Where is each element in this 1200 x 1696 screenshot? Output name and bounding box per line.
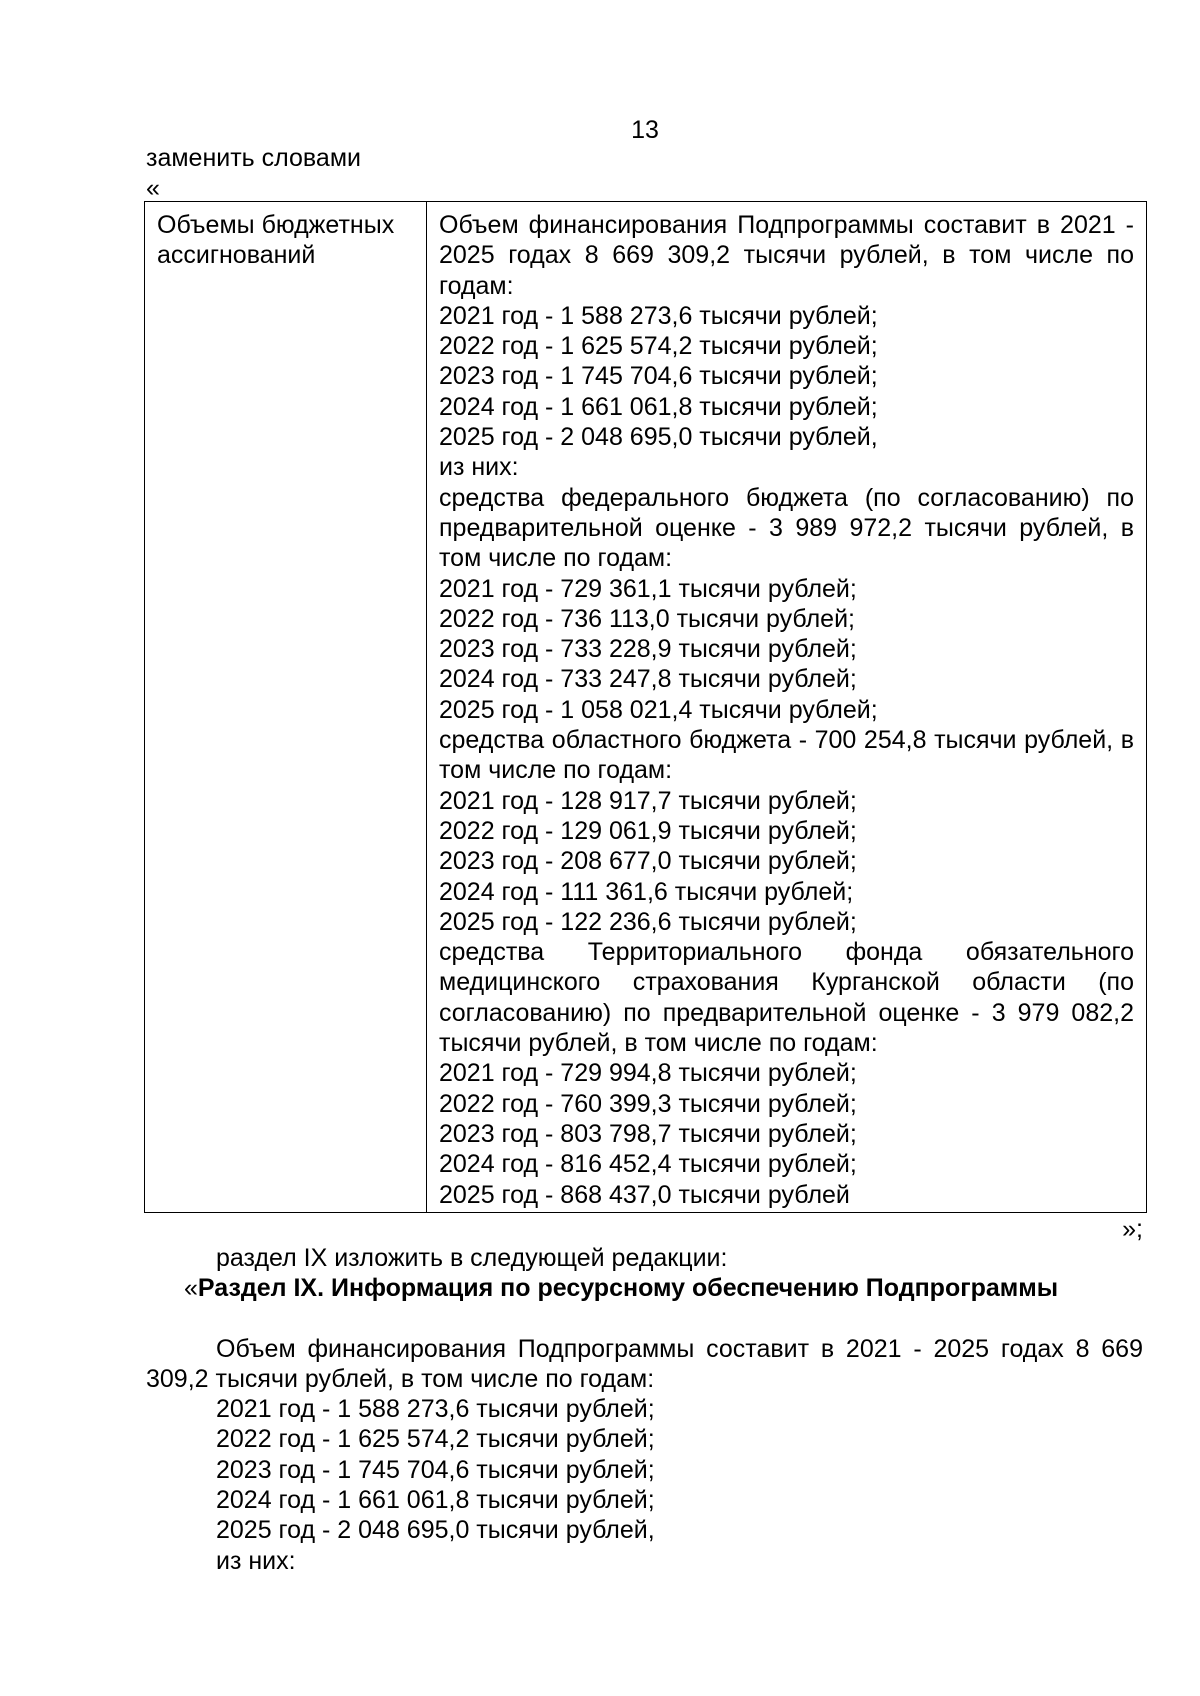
table-row [145, 202, 1147, 1213]
section-ix [146, 1243, 1143, 1576]
year-line: 2023 год - 1 745 704,6 тысячи рублей; [216, 1455, 655, 1484]
year-line: 2022 год - 1 625 574,2 тысячи рублей; [216, 1425, 655, 1454]
year-line: из них: [216, 1546, 296, 1575]
section-year-lines [146, 1394, 1143, 1576]
spacer [146, 1304, 1143, 1334]
content-line: Объем финансирования Подпрограммы составит в 2021 - 2025 годах 8 669 309,2 тысячи рублей, в том числе по годам: [439, 211, 1134, 300]
section-paragraph: Объем финансирования Подпрограммы составит в 2021 - 2025 годах 8 669 309,2 тысячи рублей, в том числе по годам: [146, 1334, 1143, 1393]
table-content-cell [427, 202, 1147, 1213]
content-line: 2022 год - 760 399,3 тысячи рублей; [439, 1089, 857, 1118]
content-line: 2023 год - 803 798,7 тысячи рублей; [439, 1119, 857, 1148]
section-instruction: раздел IX изложить в следующей редакции: [216, 1244, 728, 1272]
content-line: средства областного бюджета - 700 254,8 тысячи рублей, в том числе по годам: [439, 726, 1134, 785]
content-line: 2024 год - 816 452,4 тысячи рублей; [439, 1150, 857, 1179]
budget-table [144, 201, 1147, 1213]
content-line: 2021 год - 128 917,7 тысячи рублей; [439, 786, 857, 815]
content-line: 2023 год - 733 228,9 тысячи рублей; [439, 635, 857, 664]
content-line: 2024 год - 733 247,8 тысячи рублей; [439, 665, 857, 694]
year-line: 2025 год - 2 048 695,0 тысячи рублей, [216, 1516, 655, 1545]
year-line: 2021 год - 1 588 273,6 тысячи рублей; [216, 1395, 655, 1424]
content-line: 2022 год - 736 113,0 тысячи рублей; [439, 604, 855, 633]
content-line: 2021 год - 729 994,8 тысячи рублей; [439, 1059, 857, 1088]
intro-block [146, 143, 361, 203]
open-quote: « [146, 174, 160, 202]
content-line: 2025 год - 868 437,0 тысячи рублей [439, 1180, 850, 1209]
heading-open-quote: « [184, 1274, 198, 1303]
year-line: 2024 год - 1 661 061,8 тысячи рублей; [216, 1486, 655, 1515]
heading-text: Раздел IX. Информация по ресурсному обеспечению Подпрограммы [197, 1274, 1059, 1303]
page-number: 13 [631, 116, 659, 144]
content-line: 2024 год - 1 661 061,8 тысячи рублей; [439, 392, 878, 421]
content-line: 2025 год - 1 058 021,4 тысячи рублей; [439, 695, 878, 724]
content-line: 2021 год - 1 588 273,6 тысячи рублей; [439, 301, 878, 330]
content-line: 2023 год - 208 677,0 тысячи рублей; [439, 847, 857, 876]
content-line: средства Территориального фонда обязательного медицинского страхования Курганской области (по согласованию) по предварительной оценке - 3 979 082,2 тысячи рублей, в том числе по годам: [439, 938, 1134, 1058]
replace-phrase: заменить словами [146, 144, 361, 172]
content-line: 2021 год - 729 361,1 тысячи рублей; [439, 574, 857, 603]
content-line: 2025 год - 122 236,6 тысячи рублей; [439, 907, 857, 936]
content-line: средства федерального бюджета (по согласованию) по предварительной оценке - 3 989 972,2 тысячи рублей, в том числе по годам: [439, 483, 1134, 573]
section-heading [146, 1273, 1143, 1303]
content-line: из них: [439, 453, 519, 482]
content-line: 2022 год - 129 061,9 тысячи рублей; [439, 816, 857, 845]
content-line: 2024 год - 111 361,6 тысячи рублей; [439, 877, 854, 906]
content-line: 2023 год - 1 745 704,6 тысячи рублей; [439, 362, 878, 391]
content-line: 2025 год - 2 048 695,0 тысячи рублей, [439, 423, 878, 452]
closing-quote: »; [1122, 1215, 1143, 1243]
table-label-cell: Объемы бюджетных ассигнований [145, 202, 427, 1213]
content-line: 2022 год - 1 625 574,2 тысячи рублей; [439, 332, 878, 361]
